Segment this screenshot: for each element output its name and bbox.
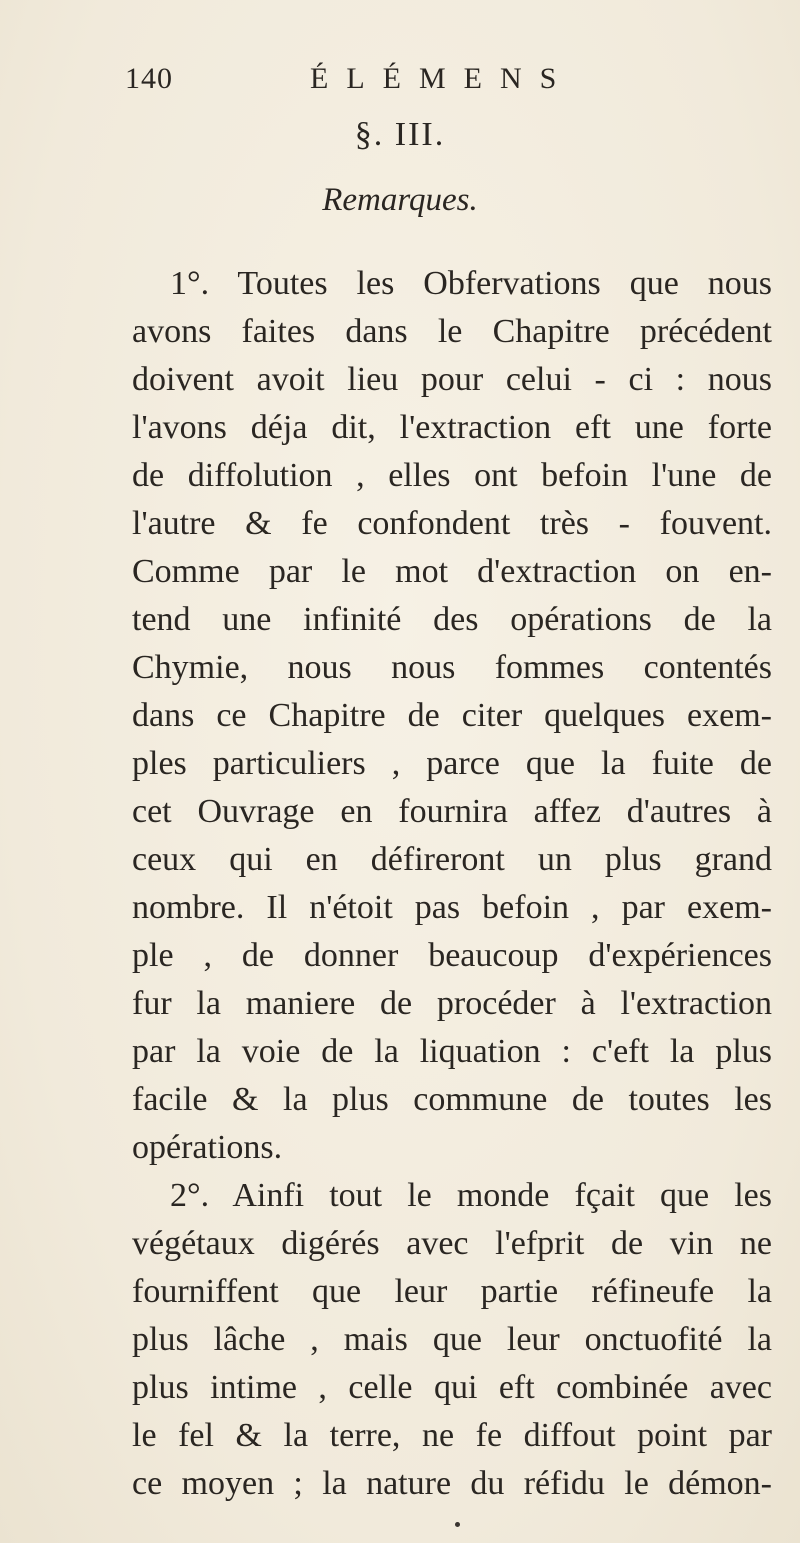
text-line: ce moyen ; la nature du réfidu le démon- xyxy=(132,1465,772,1502)
text-line: doivent avoit lieu pour celui - ci : nous xyxy=(132,361,772,398)
text-line: tend une infinité des opérations de la xyxy=(132,601,772,638)
text-line: opérations. xyxy=(132,1129,283,1166)
text-line: l'avons déja dit, l'extraction eft une forte xyxy=(132,409,772,446)
text-line: ples particuliers , parce que la fuite de xyxy=(132,745,772,782)
text-line: fourniffent que leur partie réfineufe la xyxy=(132,1273,772,1310)
running-title: ÉLÉMENS xyxy=(310,62,575,95)
text-line: végétaux digérés avec l'efprit de vin ne xyxy=(132,1225,772,1262)
text-line: dans ce Chapitre de citer quelques exem- xyxy=(132,697,772,734)
section-subtitle: Remarques. xyxy=(322,182,478,218)
body-text xyxy=(132,260,772,1508)
text-line: le fel & la terre, ne fe diffout point par xyxy=(132,1417,772,1454)
text-line: 2°. Ainfi tout le monde fçait que les xyxy=(170,1177,772,1214)
text-line: fur la maniere de procéder à l'extraction xyxy=(132,985,772,1022)
text-line: plus lâche , mais que leur onctuofité la xyxy=(132,1321,772,1358)
running-head xyxy=(125,62,645,106)
text-line: de diffolution , elles ont befoin l'une de xyxy=(132,457,772,494)
text-line: par la voie de la liquation : c'eft la plus xyxy=(132,1033,772,1070)
text-line: Chymie, nous nous fommes contentés xyxy=(132,649,772,686)
ink-speck xyxy=(455,1522,460,1527)
text-line: Comme par le mot d'extraction on en- xyxy=(132,553,772,590)
text-line: 1°. Toutes les Obfervations que nous xyxy=(170,265,772,302)
text-line: avons faites dans le Chapitre précédent xyxy=(132,313,772,350)
text-line: l'autre & fe confondent très - fouvent. xyxy=(132,505,772,542)
text-line: ple , de donner beaucoup d'expériences xyxy=(132,937,772,974)
text-line: plus intime , celle qui eft combinée avec xyxy=(132,1369,772,1406)
text-line: ceux qui en défireront un plus grand xyxy=(132,841,772,878)
text-line: facile & la plus commune de toutes les xyxy=(132,1081,772,1118)
text-line: nombre. Il n'étoit pas befoin , par exem- xyxy=(132,889,772,926)
section-number: §. III. xyxy=(354,116,446,153)
page-number: 140 xyxy=(125,62,173,95)
text-line: cet Ouvrage en fournira affez d'autres à xyxy=(132,793,772,830)
